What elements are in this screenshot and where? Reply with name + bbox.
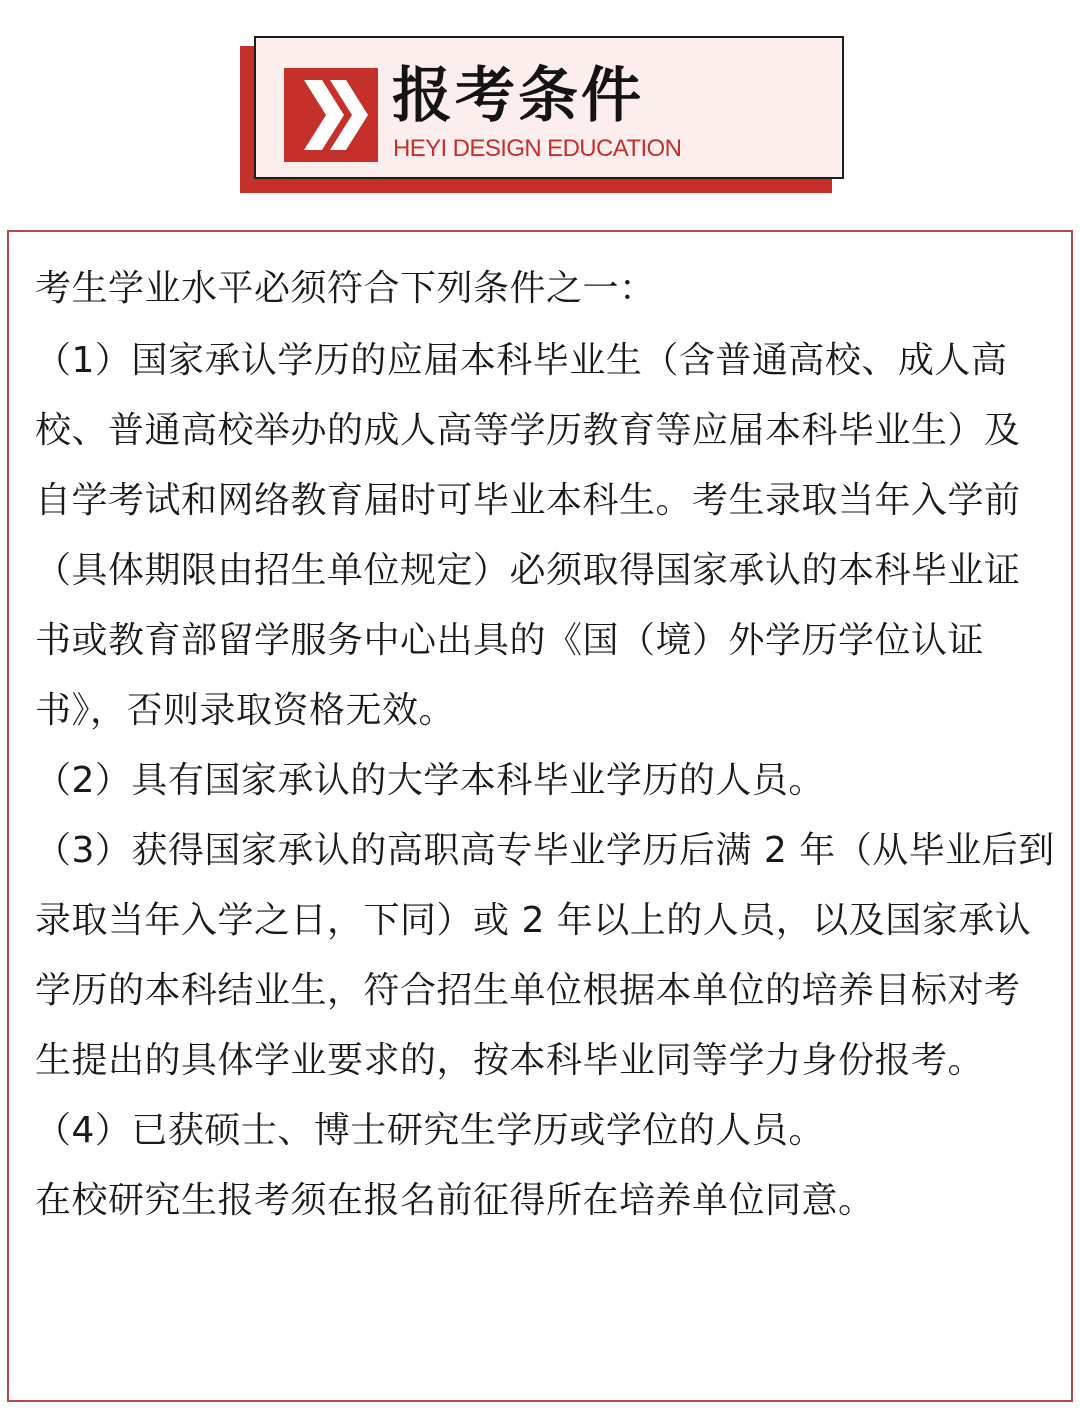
requirement-item-1: （1）国家承认学历的应届本科毕业生（含普通高校、成人高校、普通高校举办的成人高等学历教育等应届本科毕业生）及自学考试和网络教育届时可毕业本科生。考生录取当年入学前（具体期限由招生单位规定）必须取得国家承认的本科毕业证书或教育部留学服务中心出具的《国（境）外学历学位认证书》，否则录取资格无效。 xyxy=(35,340,1021,731)
requirements-text xyxy=(35,254,1055,1236)
note-paragraph: 在校研究生报考须在报名前征得所在培养单位同意。 xyxy=(35,1180,875,1221)
section-title: 报考条件 xyxy=(392,61,644,131)
content-box xyxy=(7,230,1073,1402)
requirement-item-4: （4）已获硕士、博士研究生学历或学位的人员。 xyxy=(35,1110,825,1151)
section-subtitle: HEYI DESIGN EDUCATION xyxy=(393,135,682,162)
double-chevron-right-icon xyxy=(284,68,378,162)
requirement-item-3: （3）获得国家承认的高职高专毕业学历后满 2 年（从毕业后到录取当年入学之日，下同）或 2 年以上的人员，以及国家承认学历的本科结业生，符合招生单位根据本单位的培养目标对考生提出的具体学业要求的，按本科毕业同等学力身份报考。 xyxy=(35,830,1055,1081)
section-header-banner xyxy=(254,36,844,179)
intro-paragraph: 考生学业水平必须符合下列条件之一： xyxy=(35,268,656,309)
requirement-item-2: （2）具有国家承认的大学本科毕业学历的人员。 xyxy=(35,760,825,801)
